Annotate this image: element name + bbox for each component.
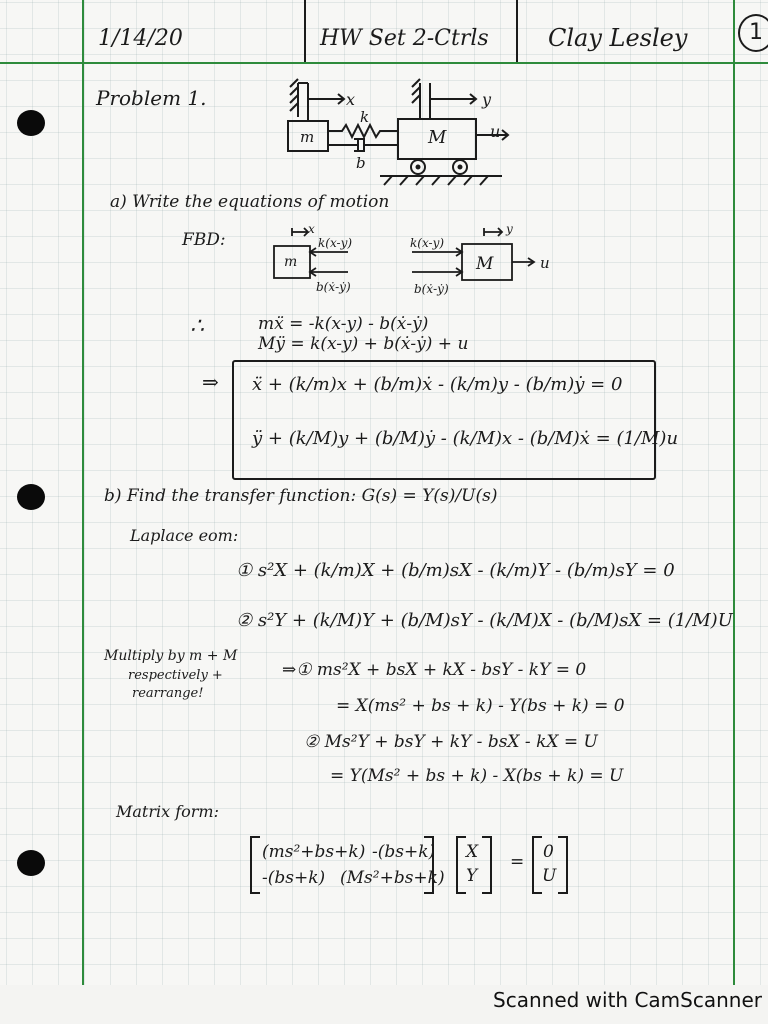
implies-arrow: ⇒	[202, 370, 219, 394]
multiply-note-line-3: rearrange!	[132, 686, 204, 701]
part-a-prompt: a) Write the equations of motion	[110, 192, 390, 212]
rearranged-equation-1: ⇒① ms²X + bsX + kX - bsY - kY = 0	[282, 660, 587, 680]
diagram-x-label: x	[346, 90, 356, 109]
rhs-bracket-right	[558, 836, 568, 894]
laplace-label: Laplace eom:	[130, 526, 239, 545]
boxed-equation-2: ÿ + (k/M)y + (b/M)ẏ - (k/M)x - (b/M)ẋ = (1/M)u	[252, 428, 679, 449]
rearranged-equation-2: ② Ms²Y + bsY + kY - bsX - kX = U	[304, 732, 598, 752]
multiply-note-line-1: Multiply by m + M	[104, 648, 238, 664]
matrix-a11: (ms²+bs+k)	[262, 842, 366, 862]
matrix-form-label: Matrix form:	[116, 802, 219, 821]
matrix-a21: -(bs+k)	[262, 868, 326, 888]
mass-spring-damper-diagram	[280, 75, 510, 190]
vector-y: Y	[466, 866, 478, 886]
header-author: Clay Lesley	[548, 24, 688, 52]
fbd-m-label: m	[284, 254, 298, 270]
problem-title: Problem 1.	[96, 86, 207, 110]
header-divider-2	[516, 0, 518, 62]
vector-bracket-right	[482, 836, 492, 894]
diagram-M-label: M	[428, 127, 447, 148]
fbd-y-label: y	[506, 222, 513, 236]
fbd-b-force-left: b(ẋ-ẏ)	[316, 280, 351, 294]
rhs-zero: 0	[543, 842, 554, 862]
matrix-equals: =	[510, 852, 525, 872]
matrix-a22: (Ms²+bs+k)	[340, 868, 445, 888]
header-assignment: HW Set 2-Ctrls	[320, 26, 489, 51]
camscanner-watermark: Scanned with CamScanner	[493, 988, 762, 1012]
boxed-equation-1: ẍ + (k/m)x + (b/m)ẋ - (k/m)y - (b/m)ẏ = 0	[252, 374, 623, 395]
vector-x: X	[466, 842, 479, 862]
multiply-note-line-2: respectively +	[128, 668, 223, 683]
diagram-y-label: y	[482, 90, 492, 109]
punch-hole-top	[17, 110, 45, 136]
diagram-k-label: k	[360, 108, 370, 126]
fbd-x-label: x	[308, 222, 315, 236]
page-number: 1	[749, 20, 763, 45]
free-body-diagram	[262, 222, 562, 302]
fbd-M-label: M	[476, 254, 494, 274]
eom-equation-2: Mÿ = k(x-y) + b(ẋ-ẏ) + u	[258, 334, 469, 354]
fbd-k-force-right: k(x-y)	[410, 236, 445, 250]
laplace-equation-2: ② s²Y + (k/M)Y + (b/M)sY - (k/M)X - (b/M)sX = (1/M)U	[236, 610, 733, 631]
part-b-prompt: b) Find the transfer function: G(s) = Y(s)/U(s)	[104, 486, 498, 506]
fbd-k-force-left: k(x-y)	[318, 236, 353, 250]
therefore-symbol: ∴	[190, 314, 204, 339]
diagram-u-label: u	[490, 122, 501, 141]
factored-equation-1: = X(ms² + bs + k) - Y(bs + k) = 0	[336, 696, 625, 716]
left-margin-line	[82, 0, 84, 985]
fbd-b-force-right: b(ẋ-ẏ)	[414, 282, 449, 296]
matrix-a12: -(bs+k)	[372, 842, 436, 862]
vector-bracket-left	[456, 836, 466, 894]
rhs-u: U	[542, 866, 557, 886]
eom-equation-1: mẍ = -k(x-y) - b(ẋ-ẏ)	[258, 314, 429, 334]
laplace-equation-1: ① s²X + (k/m)X + (b/m)sX - (k/m)Y - (b/m)sY = 0	[236, 560, 675, 581]
punch-hole-bottom	[17, 850, 45, 876]
header-date: 1/14/20	[98, 26, 183, 51]
fbd-label: FBD:	[182, 230, 226, 250]
rhs-bracket-left	[532, 836, 542, 894]
factored-equation-2: = Y(Ms² + bs + k) - X(bs + k) = U	[330, 766, 624, 786]
matrix-bracket-left	[250, 836, 260, 894]
right-margin-line	[733, 0, 735, 985]
fbd-u-label: u	[540, 254, 550, 272]
header-divider-1	[304, 0, 306, 62]
header-rule	[0, 62, 768, 64]
page-number-circle	[738, 14, 768, 52]
diagram-m-label: m	[300, 128, 315, 146]
diagram-b-label: b	[356, 154, 366, 172]
punch-hole-middle	[17, 484, 45, 510]
